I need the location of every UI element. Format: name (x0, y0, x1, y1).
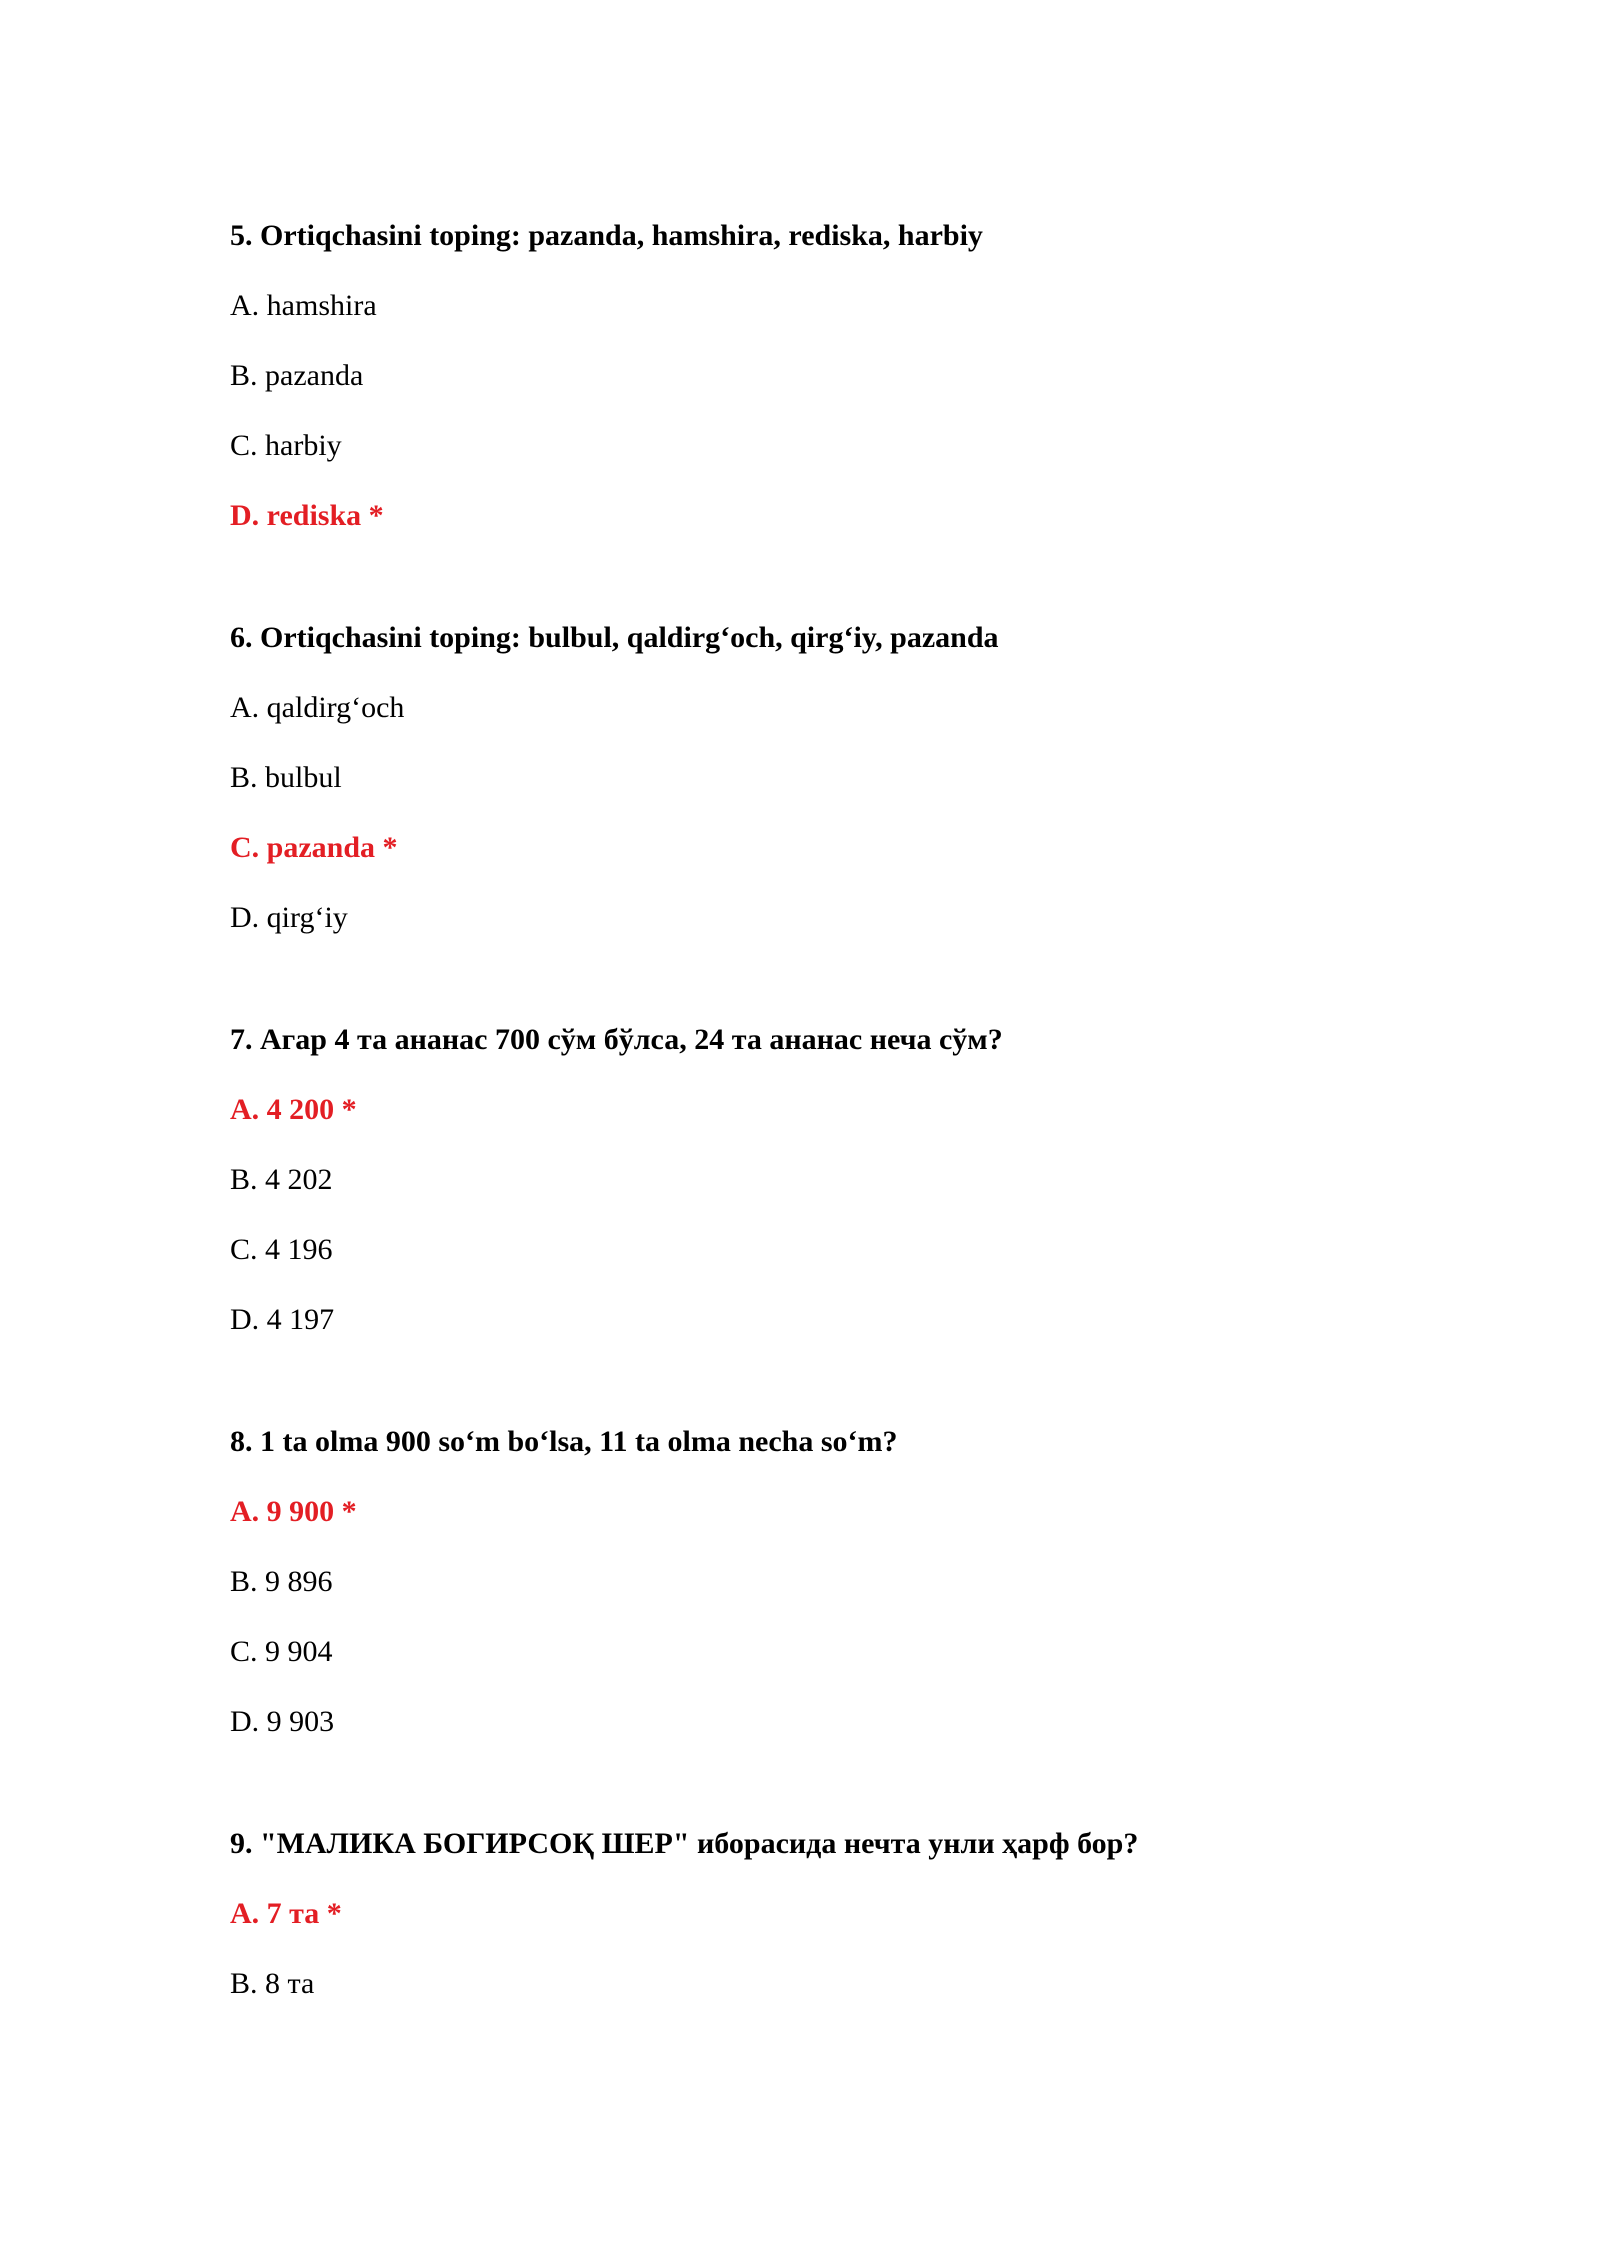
answer-option: C. 9 904 (230, 1635, 333, 1668)
answer-option: B. 9 896 (230, 1565, 333, 1598)
question-text: 7. Агар 4 та ананас 700 сўм бўлса, 24 та ананас неча сўм? (230, 1023, 1003, 1056)
answer-option: D. qirg‘iy (230, 901, 348, 934)
answer-option: A. 7 та * (230, 1897, 342, 1930)
question-8 (230, 1424, 1480, 1756)
question-5 (230, 218, 1480, 550)
answer-option: B. bulbul (230, 761, 342, 794)
answer-option: A. qaldirg‘och (230, 691, 405, 724)
question-text: 8. 1 ta olma 900 so‘m bo‘lsa, 11 ta olma necha so‘m? (230, 1425, 898, 1458)
answer-option: D. rediska * (230, 499, 384, 532)
answer-option: B. 4 202 (230, 1163, 333, 1196)
answer-option: C. 4 196 (230, 1233, 333, 1266)
answer-option: C. pazanda * (230, 831, 398, 864)
answer-option: A. 4 200 * (230, 1093, 357, 1126)
question-7 (230, 1022, 1480, 1354)
answer-option: A. 9 900 * (230, 1495, 357, 1528)
answer-option: B. 8 та (230, 1967, 315, 2000)
answer-option: D. 9 903 (230, 1705, 335, 1738)
answer-option: B. pazanda (230, 359, 364, 392)
document-page (230, 218, 1480, 2036)
answer-option: D. 4 197 (230, 1303, 335, 1336)
question-text: 9. "МАЛИКА БОГИРСОҚ ШЕР" иборасида нечта унли ҳарф бор? (230, 1827, 1139, 1860)
answer-option: C. harbiy (230, 429, 342, 462)
question-9 (230, 1826, 1480, 2018)
question-6 (230, 620, 1480, 952)
answer-option: A. hamshira (230, 289, 377, 322)
question-text: 5. Ortiqchasini toping: pazanda, hamshira, rediska, harbiy (230, 219, 983, 252)
question-text: 6. Ortiqchasini toping: bulbul, qaldirg‘och, qirg‘iy, pazanda (230, 621, 999, 654)
